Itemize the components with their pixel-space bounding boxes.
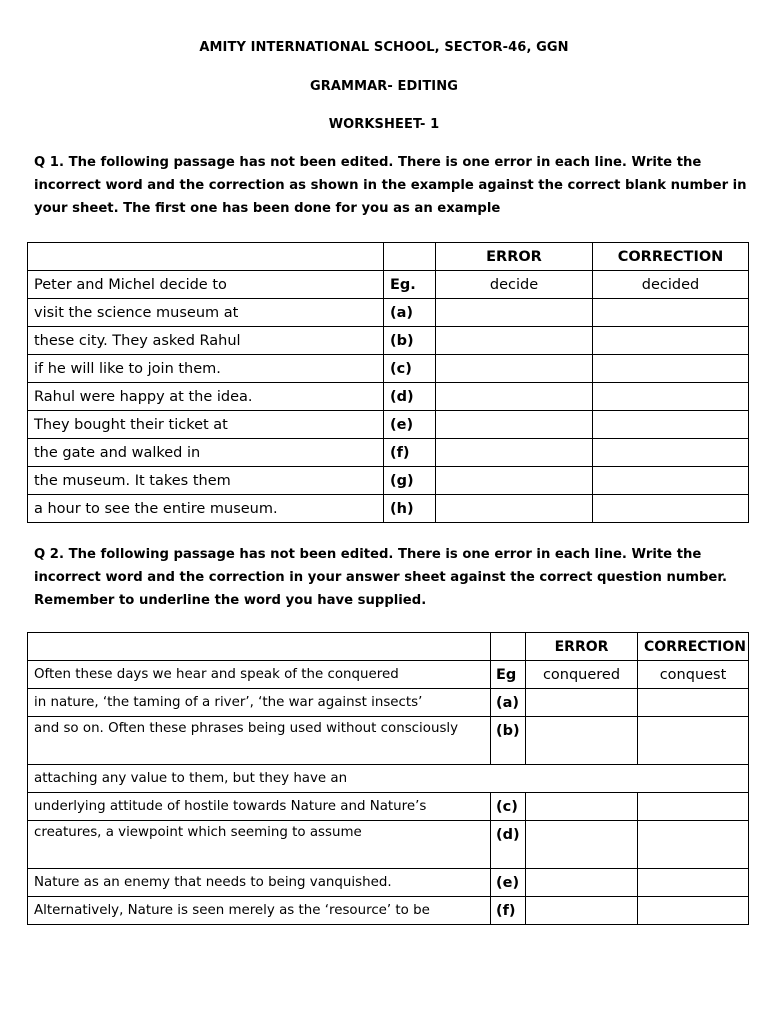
passage-line: creatures, a viewpoint which seeming to assume <box>28 821 491 869</box>
passage-line: They bought their ticket at <box>28 411 384 439</box>
table-row <box>28 271 749 299</box>
worksheet-title: WORKSHEET- 1 <box>328 117 440 132</box>
correction-cell[interactable] <box>638 869 749 897</box>
blank-label: (d) <box>491 821 526 869</box>
passage-line: underlying attitude of hostile towards Nature and Nature’s <box>28 793 491 821</box>
table-row <box>28 355 749 383</box>
table-row <box>28 495 749 523</box>
correction-cell[interactable] <box>638 821 749 869</box>
blank-label: (a) <box>384 299 436 327</box>
passage-line: in nature, ‘the taming of a river’, ‘the war against insects’ <box>28 689 491 717</box>
q2-instruction-line: Q 2. The following passage has not been edited. There is one error in each line. Write the <box>34 547 702 562</box>
q1-instruction-line: your sheet. The first one has been done for you as an example <box>34 201 501 216</box>
q1-instruction-line: Q 1. The following passage has not been edited. There is one error in each line. Write the <box>34 155 702 170</box>
passage-line: these city. They asked Rahul <box>28 327 384 355</box>
correction-cell[interactable] <box>593 411 749 439</box>
passage-line: Nature as an enemy that needs to being vanquished. <box>28 869 491 897</box>
passage-line: if he will like to join them. <box>28 355 384 383</box>
passage-line: the gate and walked in <box>28 439 384 467</box>
passage-line: attaching any value to them, but they have an <box>28 765 749 793</box>
table-row <box>28 439 749 467</box>
q1-table <box>27 242 749 523</box>
error-cell[interactable] <box>436 495 593 523</box>
correction-cell[interactable]: conquest <box>638 661 749 689</box>
q1-instruction-line: incorrect word and the correction as shown in the example against the correct blank number in <box>34 178 747 193</box>
correction-cell[interactable] <box>593 383 749 411</box>
error-cell[interactable] <box>526 793 638 821</box>
error-cell[interactable] <box>436 467 593 495</box>
table-row <box>28 299 749 327</box>
blank-header-cell <box>491 633 526 661</box>
correction-cell[interactable]: decided <box>593 271 749 299</box>
error-cell[interactable] <box>436 383 593 411</box>
correction-cell[interactable] <box>638 689 749 717</box>
correction-cell[interactable] <box>593 327 749 355</box>
error-cell[interactable] <box>436 411 593 439</box>
blank-label: Eg <box>491 661 526 689</box>
table-header-row <box>28 243 749 271</box>
passage-line: Rahul were happy at the idea. <box>28 383 384 411</box>
table-row <box>28 717 749 765</box>
blank-label: (f) <box>384 439 436 467</box>
blank-label: (e) <box>384 411 436 439</box>
q2-instruction-line: Remember to underline the word you have supplied. <box>34 593 427 608</box>
correction-column-header: CORRECTION <box>638 633 749 661</box>
blank-header-cell <box>28 633 491 661</box>
error-cell[interactable] <box>436 299 593 327</box>
error-cell[interactable]: conquered <box>526 661 638 689</box>
blank-label: (g) <box>384 467 436 495</box>
table-header-row <box>28 633 749 661</box>
correction-cell[interactable] <box>593 299 749 327</box>
passage-line: a hour to see the entire museum. <box>28 495 384 523</box>
correction-cell[interactable] <box>638 897 749 925</box>
blank-label: (b) <box>384 327 436 355</box>
error-cell[interactable] <box>436 355 593 383</box>
blank-label: (f) <box>491 897 526 925</box>
blank-label: (c) <box>384 355 436 383</box>
error-cell[interactable] <box>526 717 638 765</box>
error-cell[interactable] <box>526 821 638 869</box>
passage-line: and so on. Often these phrases being used without consciously <box>28 717 491 765</box>
table-row <box>28 765 749 793</box>
error-cell[interactable] <box>526 869 638 897</box>
error-cell[interactable] <box>526 689 638 717</box>
correction-cell[interactable] <box>638 793 749 821</box>
error-column-header: ERROR <box>436 243 593 271</box>
subject-title: GRAMMAR- EDITING <box>310 79 458 94</box>
correction-cell[interactable] <box>593 355 749 383</box>
school-name: AMITY INTERNATIONAL SCHOOL, SECTOR-46, GGN <box>199 40 569 55</box>
table-row <box>28 467 749 495</box>
q2-instructions <box>34 543 746 612</box>
correction-cell[interactable] <box>593 495 749 523</box>
blank-label: Eg. <box>384 271 436 299</box>
passage-line: Often these days we hear and speak of the conquered <box>28 661 491 689</box>
table-row <box>28 869 749 897</box>
blank-header-cell <box>384 243 436 271</box>
table-row <box>28 383 749 411</box>
blank-label: (c) <box>491 793 526 821</box>
passage-line: Peter and Michel decide to <box>28 271 384 299</box>
passage-line: the museum. It takes them <box>28 467 384 495</box>
error-cell[interactable] <box>436 439 593 467</box>
error-column-header: ERROR <box>526 633 638 661</box>
q2-instruction-line: incorrect word and the correction in your answer sheet against the correct question number. <box>34 570 727 585</box>
blank-label: (a) <box>491 689 526 717</box>
blank-label: (h) <box>384 495 436 523</box>
error-cell[interactable] <box>526 897 638 925</box>
table-row <box>28 411 749 439</box>
table-row <box>28 689 749 717</box>
q2-table <box>27 632 749 925</box>
correction-cell[interactable] <box>638 717 749 765</box>
blank-label: (d) <box>384 383 436 411</box>
blank-header-cell <box>28 243 384 271</box>
correction-cell[interactable] <box>593 467 749 495</box>
table-row <box>28 897 749 925</box>
table-row <box>28 821 749 869</box>
table-row <box>28 661 749 689</box>
error-cell[interactable]: decide <box>436 271 593 299</box>
table-row <box>28 327 749 355</box>
correction-cell[interactable] <box>593 439 749 467</box>
passage-line: Alternatively, Nature is seen merely as the ‘resource’ to be <box>28 897 491 925</box>
blank-label: (b) <box>491 717 526 765</box>
passage-line: visit the science museum at <box>28 299 384 327</box>
blank-label: (e) <box>491 869 526 897</box>
correction-column-header: CORRECTION <box>593 243 749 271</box>
error-cell[interactable] <box>436 327 593 355</box>
q1-instructions <box>34 151 746 220</box>
table-row <box>28 793 749 821</box>
